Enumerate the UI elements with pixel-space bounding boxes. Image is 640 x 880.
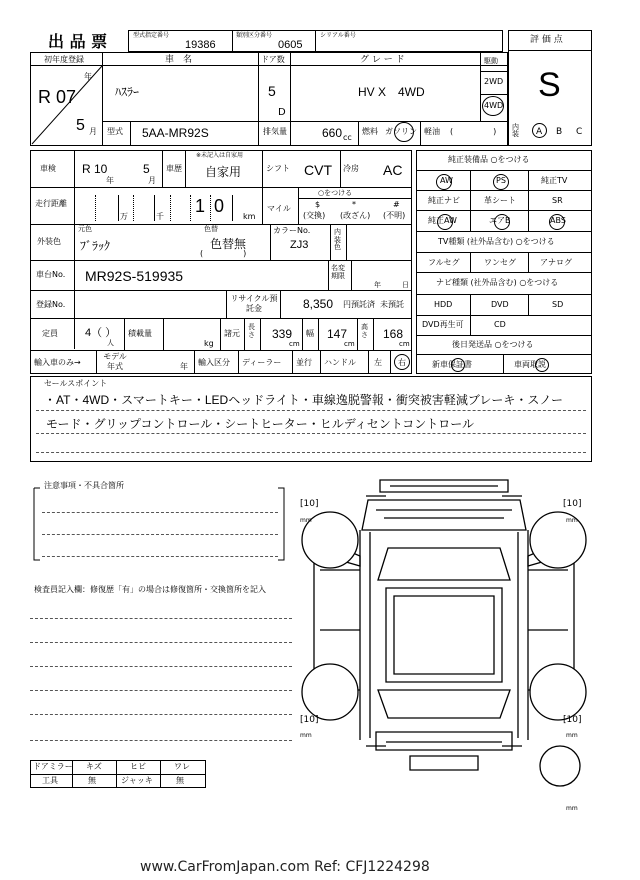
model-type-label: 型式 (107, 127, 123, 136)
name-change-label: 名変期限 (331, 264, 345, 281)
fuel-diesel: 軽油 (424, 127, 440, 136)
drive-4wd-circle (482, 96, 504, 116)
handle-right-circle (394, 354, 410, 370)
model-cert-label: 型式指定番号 (133, 32, 170, 39)
tv-title: TV種類 (社外品含む) ○をつける (438, 237, 555, 246)
tire-rear-left-value: [10] (300, 715, 319, 725)
displacement-value: 660 (322, 126, 343, 140)
rating-label: 評 価 点 (530, 35, 563, 45)
doors-label: ドア数 (261, 55, 285, 64)
fuel-gasoline: ガソリン (385, 127, 417, 136)
model-year-label: モデル年式 (103, 352, 127, 371)
option-alloy-circle (437, 214, 453, 230)
mileage-digit-2: 0 (214, 196, 225, 216)
color-change-value: 色替無 (210, 237, 247, 251)
class-label: 類別区分番号 (236, 32, 273, 39)
tire-rear-right-value: [10] (563, 715, 582, 725)
drive-label: 駆動 (484, 57, 498, 65)
option-abs-circle (549, 214, 565, 230)
fuel-gasoline-circle (394, 122, 414, 142)
tire-front-left-value: [10] (300, 499, 319, 509)
car-name-label: 車 名 (165, 55, 193, 65)
import-label: 輸入車のみ→ (34, 358, 81, 367)
later-warranty-circle (451, 358, 465, 372)
length-value: 339 (272, 327, 293, 341)
footer-watermark: www.CarFromJapan.com Ref: CFJ1224298 (140, 859, 430, 875)
interior-a-circle (532, 123, 547, 138)
interior-color-label: 内装色 (334, 228, 341, 252)
sales-line-2: モード・グリップコントロール・シートヒーター・ヒルディセントコントロール (46, 417, 475, 431)
inspection-year: R 10 (82, 162, 108, 176)
model-type-value: 5AA-MR92S (142, 126, 209, 140)
model-cert-value: 19386 (185, 39, 216, 51)
tire-front-right-value: [10] (563, 499, 582, 509)
mileage-label: 走行距離 (35, 199, 67, 208)
serial-label: シリアル番号 (320, 32, 356, 39)
car-name-value: ﾊｽﾗｰ (115, 85, 140, 99)
first-reg-month: 5 (76, 117, 85, 134)
ac-label: 冷房 (343, 164, 359, 173)
caution-label: 注意事項・不具合箇所 (44, 481, 124, 490)
dims-label: 諸元 (224, 329, 240, 338)
interior-label: 内装 (512, 123, 519, 138)
displacement-label: 排気量 (263, 127, 287, 136)
color-no-label: カラーNo. (273, 226, 311, 235)
color-value: ﾌﾞﾗｯｸ (80, 239, 111, 253)
import-class-label: 輸入区分 (198, 358, 230, 367)
option-airbag-circle (494, 214, 510, 230)
sales-line-1: ・AT・4WD・スマートキー・LEDヘッドライト・車線逸脱警報・衝突被害軽減ブレーキ・スノー (44, 393, 564, 407)
mile-label: マイル (267, 204, 291, 213)
color-no-value: ZJ3 (290, 239, 309, 251)
form-title: 出 品 票 (48, 32, 108, 51)
history-label: 車歴 (166, 164, 182, 173)
height-value: 168 (383, 327, 404, 341)
fuel-label: 燃料 (362, 127, 378, 136)
inspection-label: 車検 (40, 164, 56, 173)
color-label: 外装色 (37, 237, 61, 246)
navi-title: ナビ種類 (社外品含む) ○をつける (436, 278, 559, 287)
chassis-label: 車台No. (36, 270, 66, 279)
options-title: 純正装備品 ○をつける (448, 155, 530, 164)
inspector-label: 検査員記入欄：修復歴「有」の場合は修復箇所・交換箇所を記入 (34, 585, 266, 594)
rating-value: S (538, 66, 561, 104)
load-label: 積載量 (128, 329, 152, 338)
ac-value: AC (383, 162, 403, 178)
class-value: 0605 (278, 39, 303, 51)
shift-value: CVT (304, 162, 332, 178)
chassis-value: MR92S-519935 (85, 268, 184, 284)
first-reg-slash (30, 52, 104, 146)
grade-value: HV X 4WD (358, 85, 425, 99)
mileage-digit-1: 1 (195, 196, 206, 216)
width-value: 147 (327, 327, 348, 341)
sales-label: セールスポイント (44, 379, 108, 388)
inspection-month: 5 (143, 162, 150, 176)
recycle-value: 8,350 (303, 297, 334, 311)
option-ps-circle (493, 174, 509, 190)
shift-label: シフト (266, 164, 290, 173)
later-manual-circle (535, 358, 549, 372)
first-reg-label: 初年度登録 (44, 55, 84, 64)
doors-value: 5 (268, 83, 276, 99)
reg-label: 登録No. (36, 300, 66, 309)
grade-label: グ レ ー ド (360, 55, 405, 65)
spare-tire-unit: mm (566, 805, 578, 812)
capacity-value: 4（ ） (85, 327, 117, 339)
history-value: 自家用 (205, 165, 242, 179)
recycle-label: リサイクル預託金 (230, 294, 278, 313)
later-title: 後日発送品 ○をつける (452, 340, 534, 349)
car-diagram (290, 470, 600, 790)
caution-bracket (30, 481, 288, 564)
option-aw-circle (436, 174, 452, 190)
first-reg-era: R 07 (38, 87, 77, 107)
capacity-label: 定員 (42, 329, 58, 338)
